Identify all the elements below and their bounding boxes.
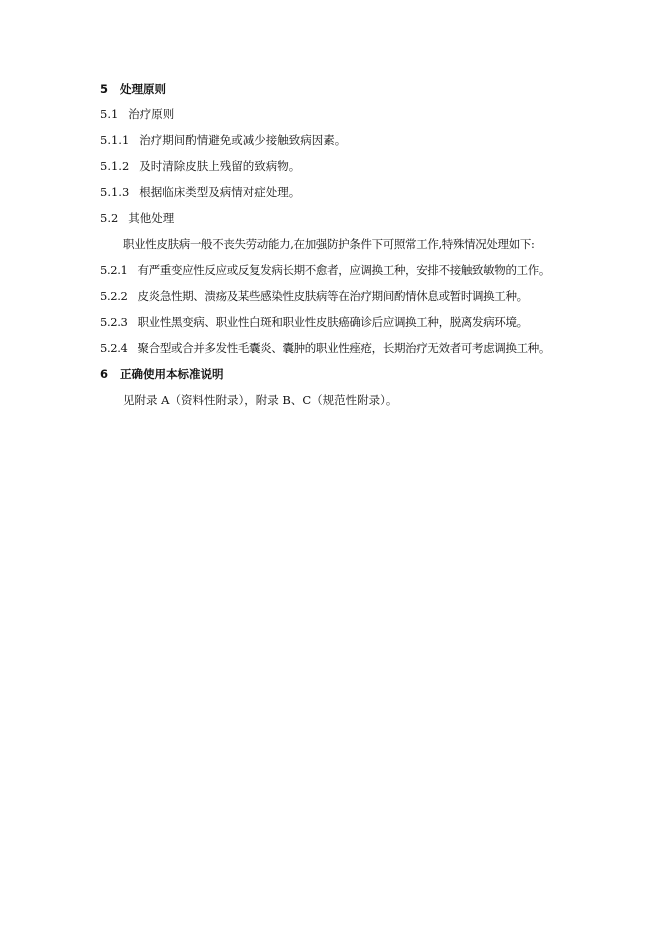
section-number: 5.2 bbox=[100, 211, 119, 225]
clause-number: 5.2.4 bbox=[100, 341, 128, 355]
section-title: 治疗原则 bbox=[128, 107, 175, 121]
section-6-paragraph bbox=[123, 390, 593, 410]
clause-text: 根据临床类型及病情对症处理。 bbox=[139, 185, 301, 199]
clause-text: 皮炎急性期、溃疡及某些感染性皮肤病等在治疗期间酌情休息或暂时调换工种。 bbox=[137, 289, 528, 303]
clause-number: 5.2.1 bbox=[100, 263, 128, 277]
clause-text: 职业性黑变病、职业性白斑和职业性皮肤癌确诊后应调换工种，脱离发病环境。 bbox=[137, 315, 528, 329]
section-6-heading bbox=[100, 364, 570, 384]
clause-text: 及时清除皮肤上残留的致病物。 bbox=[139, 159, 301, 173]
clause-text: 聚合型或合并多发性毛囊炎、囊肿的职业性痤疮，长期治疗无效者可考虑调换工种。 bbox=[137, 341, 551, 355]
clause-text: 有严重变应性反应或反复发病长期不愈者，应调换工种，安排不接触致敏物的工作。 bbox=[137, 263, 551, 277]
section-5-2-paragraph bbox=[123, 234, 593, 254]
section-5-1-heading bbox=[100, 104, 570, 124]
clause-5-2-2 bbox=[100, 286, 570, 306]
clause-5-2-1 bbox=[100, 260, 570, 280]
clause-number: 5.1.1 bbox=[100, 133, 130, 147]
section-title: 处理原则 bbox=[120, 82, 167, 96]
section-title: 正确使用本标准说明 bbox=[120, 367, 224, 381]
clause-5-1-3 bbox=[100, 182, 570, 202]
clause-5-2-3 bbox=[100, 312, 570, 332]
section-number: 5 bbox=[100, 82, 109, 96]
clause-5-2-4 bbox=[100, 338, 570, 358]
clause-number: 5.2.2 bbox=[100, 289, 128, 303]
clause-text: 治疗期间酌情避免或减少接触致病因素。 bbox=[139, 133, 347, 147]
clause-number: 5.1.3 bbox=[100, 185, 130, 199]
section-5-2-heading bbox=[100, 208, 570, 228]
clause-5-1-2 bbox=[100, 156, 570, 176]
section-number: 6 bbox=[100, 367, 109, 381]
section-5-heading bbox=[100, 79, 570, 99]
paragraph-text: 见附录 A（资料性附录），附录 B、C（规范性附录）。 bbox=[123, 393, 398, 407]
section-title: 其他处理 bbox=[128, 211, 175, 225]
section-number: 5.1 bbox=[100, 107, 119, 121]
paragraph-text: 职业性皮肤病一般不丧失劳动能力,在加强防护条件下可照常工作,特殊情况处理如下: bbox=[123, 237, 535, 251]
clause-5-1-1 bbox=[100, 130, 570, 150]
clause-number: 5.2.3 bbox=[100, 315, 128, 329]
clause-number: 5.1.2 bbox=[100, 159, 130, 173]
